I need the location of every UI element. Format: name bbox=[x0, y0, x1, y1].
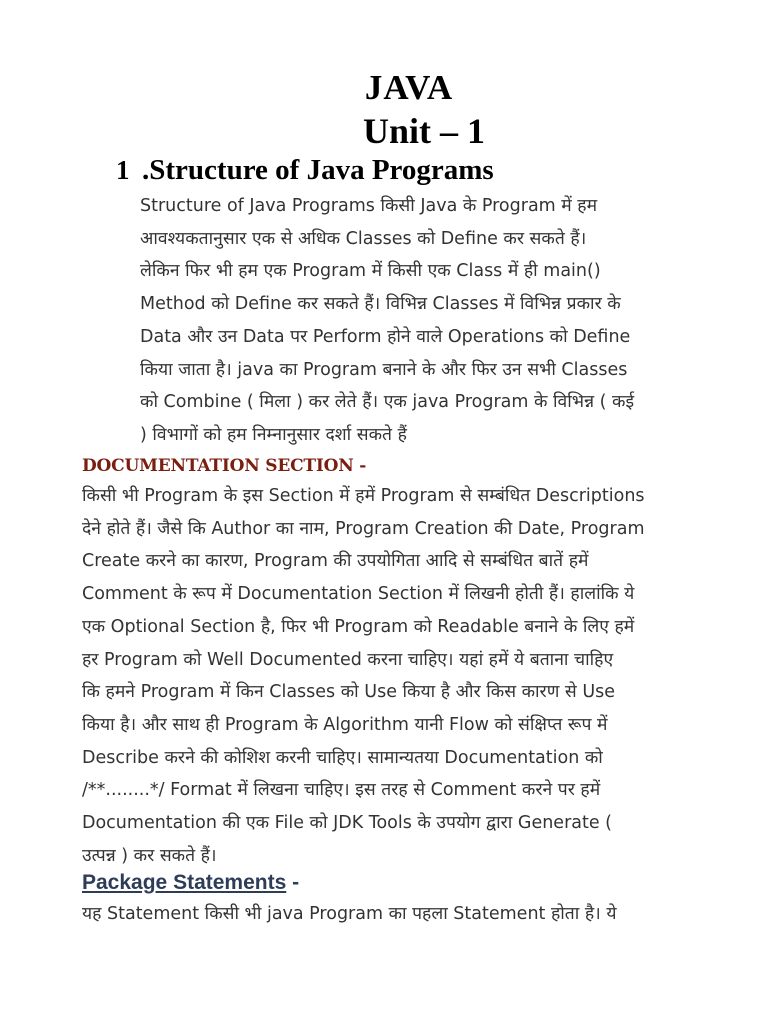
paragraph-line: आवश्यकतानुसार एक से अधिक Classes को Define कर सकते हैं। bbox=[140, 228, 587, 249]
paragraph-line: को Combine ( मिला ) कर लेते हैं। एक java Program के विभिन्न ( कई bbox=[140, 392, 635, 413]
paragraph-line: Method को Define कर सकते हैं। विभिन्न Classes में विभिन्न प्रकार के bbox=[140, 294, 621, 315]
document-title: JAVA bbox=[364, 68, 454, 107]
paragraph-line: /**........*/ Format में लिखना चाहिए। इस तरह से Comment करने पर हमें bbox=[82, 780, 601, 801]
section-number: 1 bbox=[116, 155, 130, 185]
intro-paragraph bbox=[140, 190, 740, 452]
paragraph-line: Create करने का कारण, Program की उपयोगिता आदि से सम्बंधित बातें हमें bbox=[82, 551, 589, 572]
paragraph-line: किया जाता है। java का Program बनाने के और फिर उन सभी Classes bbox=[140, 359, 628, 380]
paragraph-line: किसी भी Program के इस Section में हमें Program से सम्बंधित Descriptions bbox=[82, 486, 645, 506]
paragraph-line: लेकिन फिर भी हम एक Program में किसी एक Class में ही main() bbox=[140, 261, 601, 282]
paragraph-line: Comment के रूप में Documentation Section में लिखनी होती हैं। हालांकि ये bbox=[82, 584, 635, 605]
paragraph-line: Describe करने की कोशिश करनी चाहिए। सामान्यतया Documentation को bbox=[82, 747, 603, 768]
heading-dash: - bbox=[286, 871, 300, 894]
unit-title: Unit – 1 bbox=[362, 111, 485, 151]
paragraph-line: उत्पन्न ) कर सकते हैं। bbox=[82, 845, 217, 866]
paragraph-line: देने होते हैं। जैसे कि Author का नाम, Program Creation की Date, Program bbox=[82, 518, 645, 539]
paragraph-line: ) विभागों को हम निम्नानुसार दर्शा सकते हैं bbox=[140, 424, 407, 445]
paragraph-line: कि हमने Program में किन Classes को Use किया है और किस कारण से Use bbox=[82, 682, 616, 703]
paragraph-line: किया है। और साथ ही Program के Algorithm यानी Flow को संक्षिप्त रूप में bbox=[82, 714, 608, 735]
section-title: .Structure of Java Programs bbox=[142, 154, 494, 186]
paragraph-line: Data और उन Data पर Perform होने वाले Operations को Define bbox=[140, 326, 631, 347]
documentation-paragraph bbox=[82, 480, 742, 872]
package-statements-heading bbox=[82, 871, 299, 895]
package-paragraph: यह Statement किसी भी java Program का पहला Statement होता है। ये bbox=[82, 904, 617, 924]
paragraph-line: Structure of Java Programs किसी Java के Program में हम bbox=[140, 196, 598, 216]
paragraph-line: Documentation की एक File को JDK Tools के उपयोग द्वारा Generate ( bbox=[82, 813, 613, 834]
section-heading bbox=[116, 154, 494, 187]
paragraph-line: हर Program को Well Documented करना चाहिए। यहां हमें ये बताना चाहिए bbox=[82, 649, 614, 670]
paragraph-line: एक Optional Section है, फिर भी Program को Readable बनाने के लिए हमें bbox=[82, 616, 635, 637]
package-statements-title: Package Statements bbox=[82, 871, 287, 894]
documentation-section-heading: DOCUMENTATION SECTION - bbox=[82, 456, 367, 476]
